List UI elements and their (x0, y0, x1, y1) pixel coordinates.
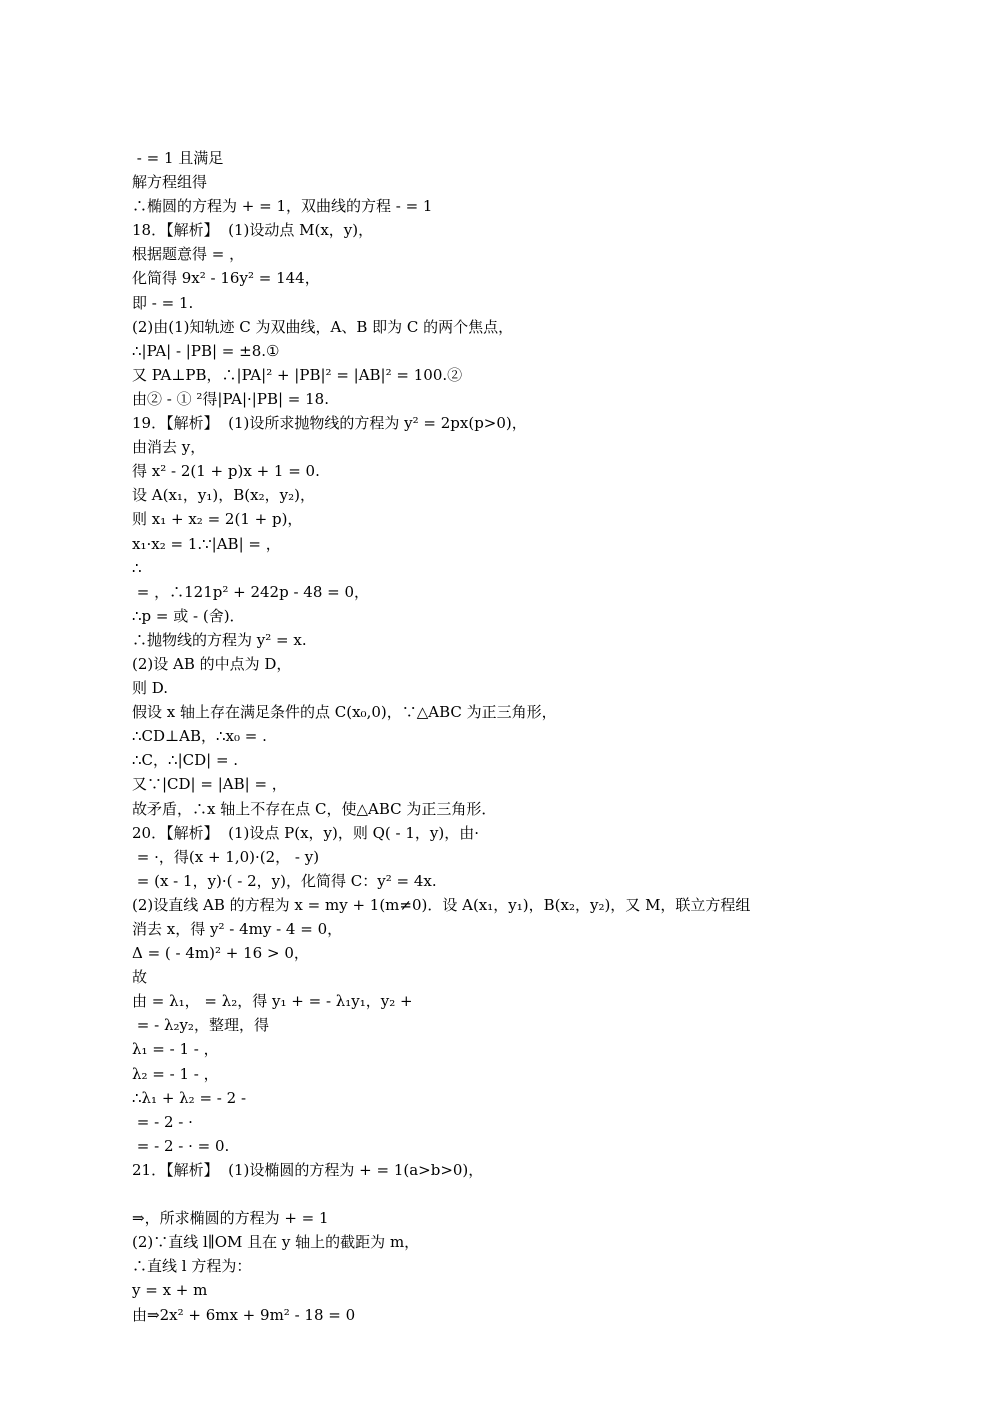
text-line: (2)由(1)知轨迹 C 为双曲线，A、B 即为 C 的两个焦点， (132, 317, 514, 336)
text-line: (2)∵直线 l∥OM 且在 y 轴上的截距为 m， (132, 1233, 420, 1252)
text-line: = (x - 1，y)·( - 2，y)，化简得 C：y² = 4x. (132, 871, 437, 890)
text-line: 20．【解析】 (1)设点 P(x，y)，则 Q( - 1，y)，由· (132, 823, 480, 842)
text-line: x₁·x₂ = 1.∵|AB| = ， (132, 534, 281, 553)
text-line: λ₁ = - 1 - ， (132, 1040, 219, 1059)
text-line: ∴抛物线的方程为 y² = x. (132, 630, 307, 649)
text-line: Δ = ( - 4m)² + 16 > 0， (132, 944, 309, 963)
text-line: 21．【解析】 (1)设椭圆的方程为 + = 1(a>b>0)， (132, 1160, 484, 1179)
text-line: 设 A(x₁，y₁)，B(x₂，y₂)， (132, 486, 315, 505)
text-line: ∴直线 l 方程为： (132, 1257, 252, 1276)
text-line: 故矛盾，∴x 轴上不存在点 C，使△ABC 为正三角形． (132, 799, 497, 818)
text-line: ∴椭圆的方程为 + = 1，双曲线的方程 - = 1 (132, 197, 433, 216)
text-line: ∴λ₁ + λ₂ = - 2 - (132, 1088, 247, 1107)
text-line: (2)设直线 AB 的方程为 x = my + 1(m≠0)．设 A(x₁，y₁)，B(x₂，y₂)，又 M，联立方程组 (132, 895, 751, 914)
text-line: = - 2 - · = 0. (132, 1136, 230, 1155)
text-line: 19．【解析】 (1)设所求抛物线的方程为 y² = 2px(p>0)， (132, 414, 527, 433)
text-line: 则 D. (132, 679, 169, 698)
text-line: = ·，得(x + 1,0)·(2， - y) (132, 847, 320, 866)
text-line: = ，∴121p² + 242p - 48 = 0， (132, 582, 370, 601)
text-line: 假设 x 轴上存在满足条件的点 C(x₀,0)，∵△ABC 为正三角形， (132, 703, 557, 722)
text-line: 又 PA⊥PB，∴|PA|² + |PB|² = |AB|² = 100.② (132, 365, 463, 384)
text-line: 由⇒2x² + 6mx + 9m² - 18 = 0 (132, 1305, 356, 1324)
text-line: 解方程组得 (132, 173, 208, 192)
text-line: 化简得 9x² - 16y² = 144， (132, 269, 320, 288)
text-line: 则 x₁ + x₂ = 2(1 + p)， (132, 510, 303, 529)
text-line: 由消去 y， (132, 438, 206, 457)
text-line: 根据题意得 = ， (132, 245, 245, 264)
text-line: 故 (132, 968, 148, 987)
text-line: ∴p = 或 - (舍)． (132, 606, 245, 625)
text-line: y = x + m (132, 1281, 208, 1300)
blank-line (132, 1182, 892, 1206)
text-line: ∴C，∴|CD| = . (132, 751, 239, 770)
text-line: - = 1 且满足 (132, 149, 224, 167)
text-line: ∴CD⊥AB，∴x₀ = . (132, 727, 267, 746)
text-line: (2)设 AB 的中点为 D， (132, 654, 292, 673)
text-line: λ₂ = - 1 - ， (132, 1064, 219, 1083)
text-line: 由 = λ₁， = λ₂，得 y₁ + = - λ₁y₁，y₂ + (132, 992, 413, 1011)
document-body (132, 146, 892, 1327)
text-line: = - 2 - · (132, 1112, 193, 1131)
text-line: 消去 x，得 y² - 4my - 4 = 0， (132, 920, 343, 938)
text-line: 得 x² - 2(1 + p)x + 1 = 0. (132, 462, 320, 481)
text-line: ∴ (132, 558, 142, 577)
text-line: 由② - ① ²得|PA|·|PB| = 18. (132, 389, 329, 408)
text-line: 又∵|CD| = |AB| = ， (132, 775, 287, 794)
text-line: = - λ₂y₂，整理，得 (132, 1016, 269, 1035)
text-line: ⇒，所求椭圆的方程为 + = 1 (132, 1209, 329, 1228)
text-line: 18．【解析】 (1)设动点 M(x，y)， (132, 221, 374, 240)
text-line: ∴|PA| - |PB| = ±8.① (132, 341, 280, 360)
text-line: 即 - = 1. (132, 293, 194, 312)
